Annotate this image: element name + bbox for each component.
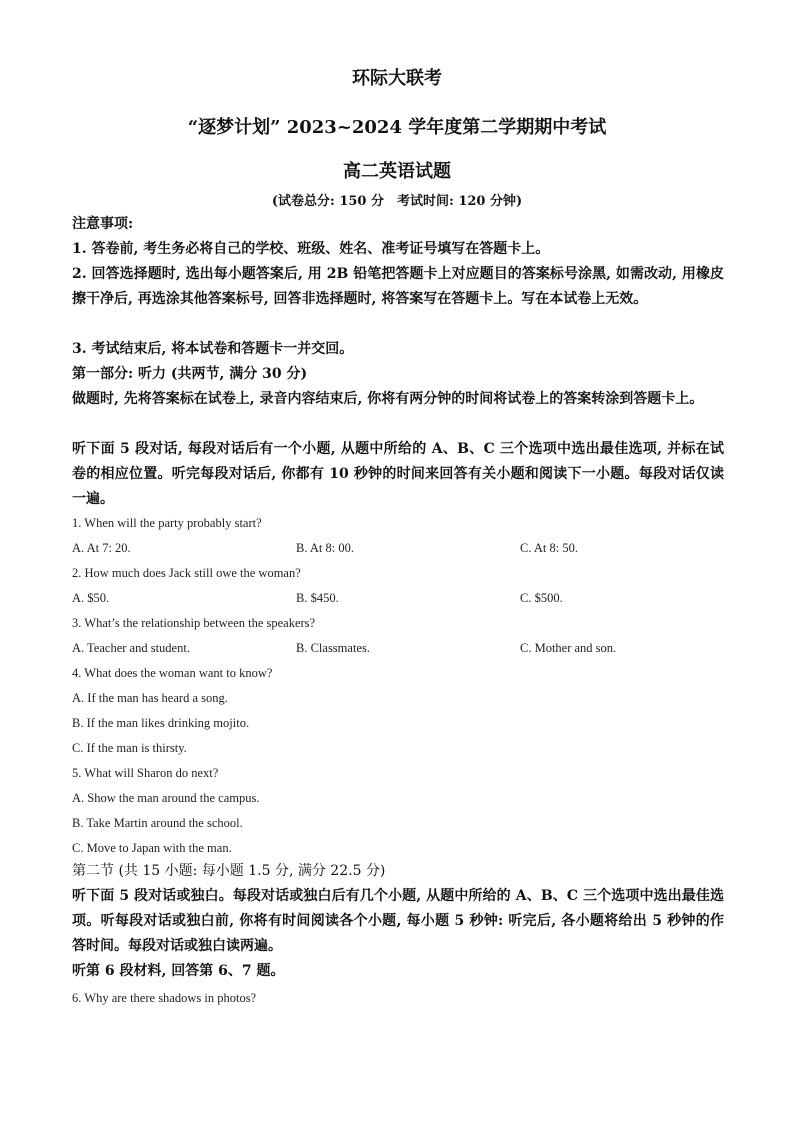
q2-option-c: C. $500. [520,591,563,605]
q5-option-b: B. Take Martin around the school. [72,816,243,830]
q2-option-a: A. $50. [72,591,110,605]
q3-option-a: A. Teacher and student. [72,641,190,655]
q4-option-b: B. If the man likes drinking mojito. [72,716,250,730]
q3-option-b: B. Classmates. [296,641,370,655]
question-6: 6. Why are there shadows in photos? [72,991,257,1005]
q3-option-c: C. Mother and son. [520,641,617,655]
q1-option-b: B. At 8: 00. [296,541,354,555]
section2-title: 第二节 (共 15 小题: 每小题 1.5 分, 满分 22.5 分) [72,863,386,879]
material-6-instruction: 听第 6 段材料, 回答第 6、7 题。 [72,963,285,979]
q4-option-a: A. If the man has heard a song. [72,691,228,705]
part1-title: 第一部分: 听力 (共两节, 满分 30 分) [72,366,308,382]
q1-option-c: C. At 8: 50. [520,541,578,555]
q1-option-a: A. At 7: 20. [72,541,131,555]
notes-title: 注意事项: [72,216,134,232]
section1-intro: 听下面 5 段对话, 每段对话后有一个小题, 从题中所给的 A、B、C 三个选项中选出最佳选项, 并标在试卷的相应位置。听完每段对话后, 你都有 10 秒钟的时间来回答有关小题和阅读下一小题。每段对话仅读一遍。 [72,441,724,507]
q4-option-c: C. If the man is thirsty. [72,741,187,755]
question-4: 4. What does the woman want to know? [72,666,273,680]
question-2: 2. How much does Jack still owe the woman? [72,566,301,580]
note-2: 2. 回答选择题时, 选出每小题答案后, 用 2B 铅笔把答题卡上对应题目的答案标号涂黑, 如需改动, 用橡皮擦干净后, 再选涂其他答案标号, 回答非选择题时, 将答案写在答题卡上。写在本试卷上无效。 [72,266,724,307]
part1-intro: 做题时, 先将答案标在试卷上, 录音内容结束后, 你将有两分钟的时间将试卷上的答案转涂到答题卡上。 [72,391,704,407]
section2-intro: 听下面 5 段对话或独白。每段对话或独白后有几个小题, 从题中所给的 A、B、C 三个选项中选出最佳选项。听每段对话或独白前, 你将有时间阅读各个小题, 每小题 5 秒钟: 听完后, 各小题将给出 5 秒钟的作答时间。每段对话或独白读两遍。 [72,888,724,954]
note-3: 3. 考试结束后, 将本试卷和答题卡一并交回。 [72,341,354,357]
question-3: 3. What’s the relationship between the speakers? [72,616,316,630]
question-1: 1. When will the party probably start? [72,516,262,530]
note-1: 1. 答卷前, 考生务必将自己的学校、班级、姓名、准考证号填写在答题卡上。 [72,241,550,257]
exam-name-title: “逐梦计划” 2023~2024 学年度第二学期期中考试 [187,117,607,138]
exam-alliance-title: 环际大联考 [352,68,442,89]
q2-option-b: B. $450. [296,591,339,605]
exam-score-time: (试卷总分: 150 分 考试时间: 120 分钟) [271,194,523,209]
q5-option-c: C. Move to Japan with the man. [72,841,232,855]
subject-title: 高二英语试题 [343,161,451,182]
question-5: 5. What will Sharon do next? [72,766,219,780]
q5-option-a: A. Show the man around the campus. [72,791,260,805]
